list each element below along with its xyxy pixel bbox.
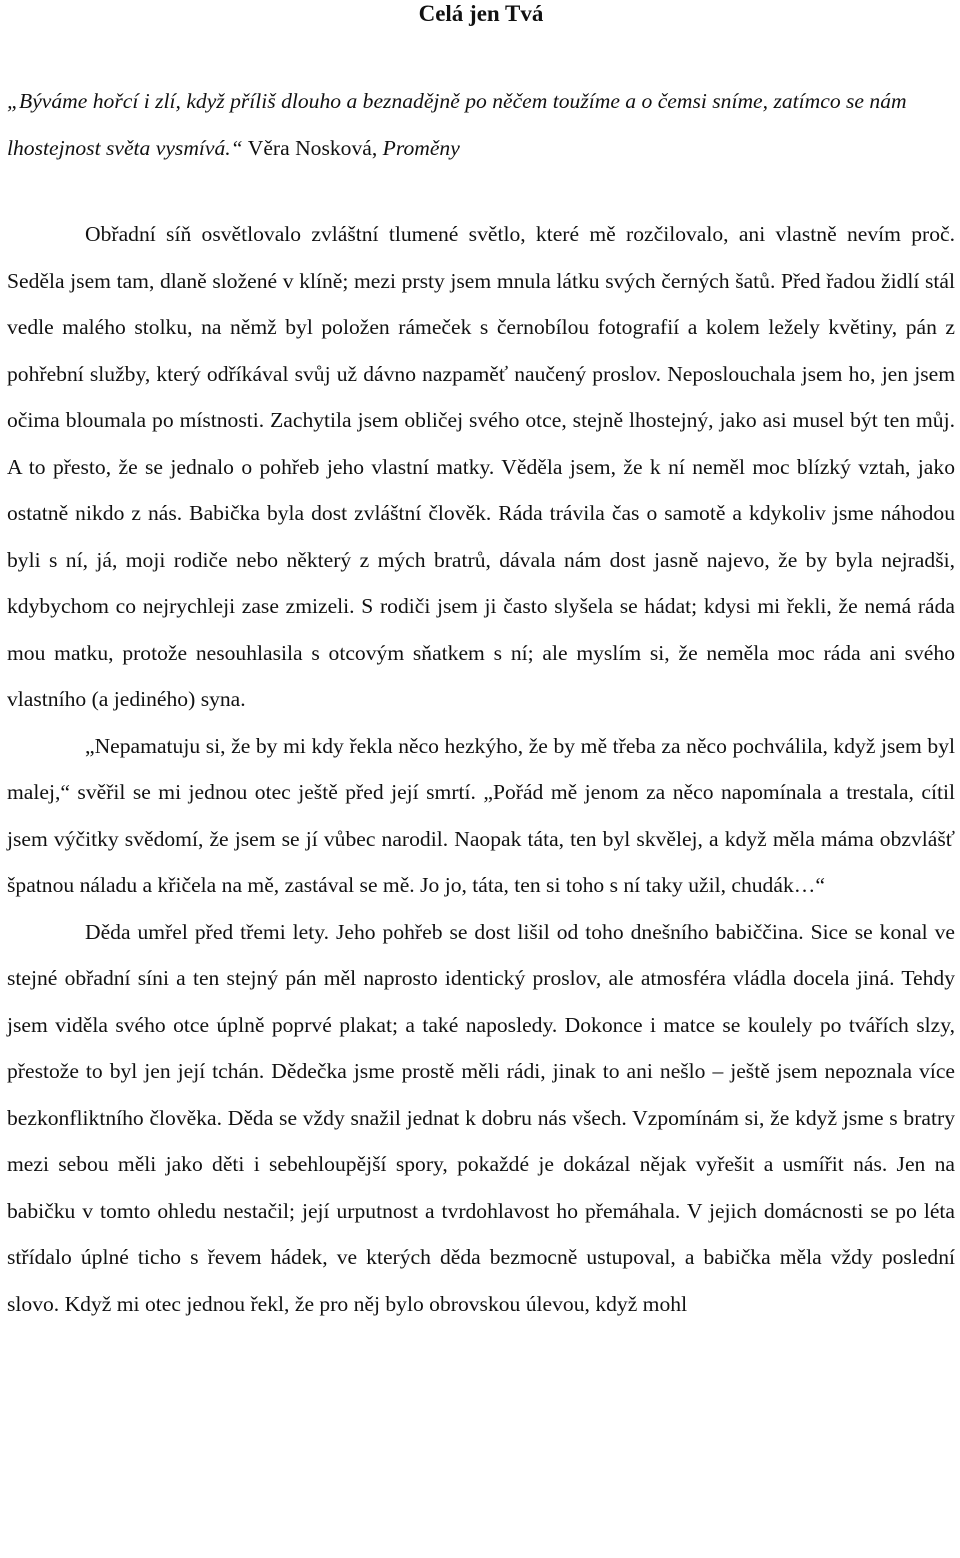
epigraph <box>7 78 955 171</box>
paragraph: „Nepamatuju si, že by mi kdy řekla něco hezkýho, že by mě třeba za něco pochválila, když jsem byl malej,“ svěřil se mi jednou otec ještě před její smrtí. „Pořád mě jenom za něco napomínala a trestala, cítil jsem výčitky svědomí, že jsem se jí vůbec narodil. Naopak táta, ten byl skvělej, a když měla máma obzvlášť špatnou náladu a křičela na mě, zastával se mě. Jo jo, táta, ten si toho s ní taky užil, chudák…“ <box>7 733 955 897</box>
document-title: Celá jen Tvá <box>418 1 544 26</box>
document-page <box>7 0 955 1327</box>
epigraph-author: Věra Nosková, <box>247 135 378 160</box>
epigraph-book: Proměny <box>382 135 460 160</box>
paragraph: Děda umřel před třemi lety. Jeho pohřeb se dost lišil od toho dnešního babiččina. Sice se konal ve stejné obřadní síni a ten stejný pán měl naprosto identický proslov, ale atmosféra vládla docela jiná. Tehdy jsem viděla svého otce úplně poprvé plakat; a také naposledy. Dokonce i matce se koulely po tvářích slzy, přestože to byl jen její tchán. Dědečka jsme prostě měli rádi, jinak to ani nešlo – ještě jsem nepoznala více bezkonfliktního člověka. Děda se vždy snažil jednat k dobru nás všech. Vzpomínám si, že když jsme s bratry mezi sebou měli jako děti i sebehloupější spory, pokaždé je dokázal nějak vyřešit a usmířit nás. Jen na babičku v tomto ohledu nestačil; její urputnost a tvrdohlavost ho přemáhala. V jejich domácnosti se po léta střídalo úplné ticho s řevem hádek, ve kterých děda bezmocně ustupoval, a babička měla vždy poslední slovo. Když mi otec jednou řekl, že pro něj bylo obrovskou úlevou, když mohl <box>7 919 955 1316</box>
epigraph-quote: „Býváme hořcí i zlí, když příliš dlouho a beznadějně po něčem toužíme a o čemsi sníme, zatímco se nám lhostejnost světa vysmívá.“ <box>7 89 907 160</box>
paragraph: Obřadní síň osvětlovalo zvláštní tlumené světlo, které mě rozčilovalo, ani vlastně nevím proč. Seděla jsem tam, dlaně složené v klíně; mezi prsty jsem mnula látku svých černých šatů. Před řadou židlí stál vedle malého stolku, na němž byl položen rámeček s černobílou fotografií a kolem ležely květiny, pán z pohřební služby, který odříkával svůj už dávno nazpaměť naučený proslov. Neposlouchala jsem ho, jen jsem očima bloumala po místnosti. Zachytila jsem obličej svého otce, stejně lhostejný, jako asi musel být ten můj. A to přesto, že se jednalo o pohřeb jeho vlastní matky. Věděla jsem, že k ní neměl moc blízký vztah, jako ostatně nikdo z nás. Babička byla dost zvláštní člověk. Ráda trávila čas o samotě a kdykoliv jsme náhodou byli s ní, já, moji rodiče nebo některý z mých bratrů, dávala nám dost jasně najevo, že by byla nejradši, kdybychom co nejrychleji zase zmizeli. S rodiči jsem ji často slyšela se hádat; kdysi mi řekli, že nemá ráda mou matku, protože nesouhlasila s otcovým sňatkem s ní; ale myslím si, že neměla moc ráda ani svého vlastního (a jediného) syna. <box>7 222 955 711</box>
body-text <box>7 211 955 1327</box>
